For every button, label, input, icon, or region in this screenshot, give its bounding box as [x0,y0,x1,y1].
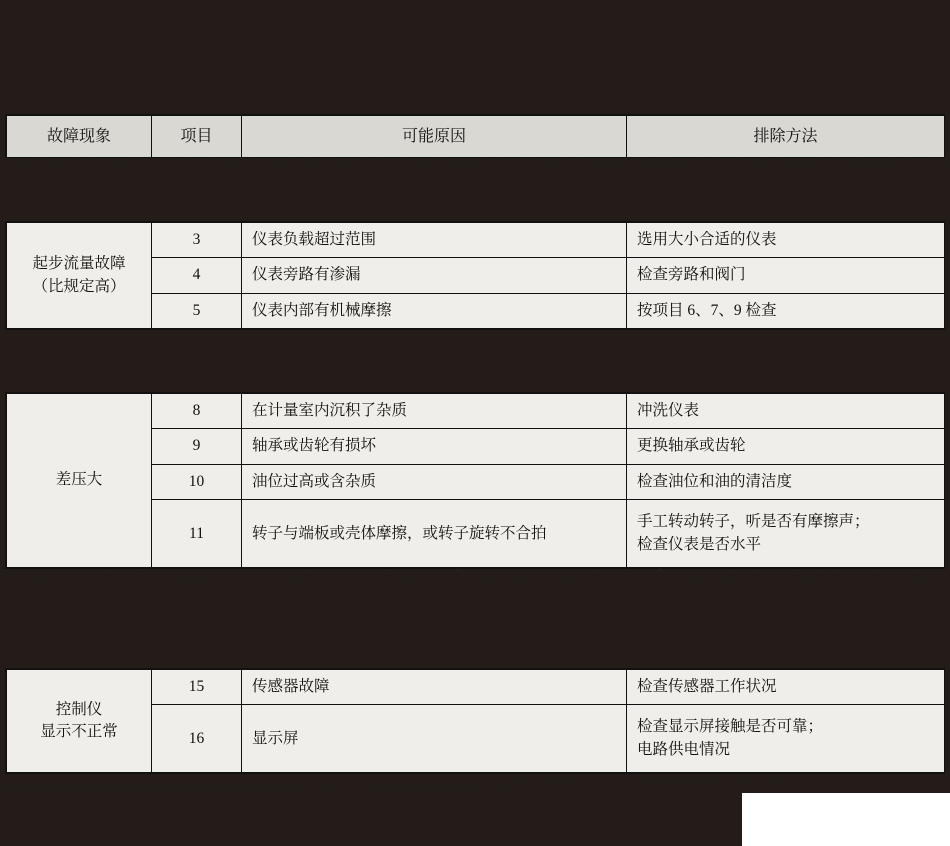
cause-text: 仪表负载超过范围 [242,223,627,258]
section-high-differential-pressure [5,392,945,569]
remedy-line: 检查仪表是否水平 [637,535,762,553]
column-header-item: 项目 [152,116,242,158]
item-number: 3 [152,223,242,258]
item-number: 15 [152,670,242,705]
fault-table-2 [6,393,945,568]
remedy-text: 更换轴承或齿轮 [627,429,945,464]
section-controller-display-abnormal [5,668,945,774]
torn-edge-middle [0,566,950,594]
symptom-line: 差压大 [55,471,103,489]
remedy-cell [627,705,945,773]
symptom-line: 控制仪 [55,700,103,718]
symptom-line: （比规定高） [32,277,126,295]
cause-text: 转子与端板或壳体摩擦，或转子旋转不合拍 [242,500,627,568]
remedy-line: 手工转动转子，听是否有摩擦声； [637,513,870,531]
remedy-text: 检查油位和油的清洁度 [627,464,945,499]
column-header-cause: 可能原因 [242,116,627,158]
cause-text: 轴承或齿轮有损坏 [242,429,627,464]
remedy-line: 电路供电情况 [637,740,731,758]
symptom-cell [7,670,152,773]
header-table [6,115,945,158]
symptom-cell [7,394,152,568]
section-startup-flow-fault [5,221,945,330]
item-number: 11 [152,500,242,568]
cause-text: 油位过高或含杂质 [242,464,627,499]
fault-table-1 [6,222,945,329]
table-row [7,223,945,258]
cause-text: 传感器故障 [242,670,627,705]
item-number: 16 [152,705,242,773]
item-number: 5 [152,293,242,328]
table-header-row [7,116,945,158]
remedy-text: 冲洗仪表 [627,394,945,429]
symptom-cell [7,223,152,329]
remedy-text: 检查传感器工作状况 [627,670,945,705]
table-header-band [5,114,945,158]
column-header-symptom: 故障现象 [7,116,152,158]
cause-text: 显示屏 [242,705,627,773]
remedy-cell [627,500,945,568]
remedy-line: 检查显示屏接触是否可靠； [637,718,824,736]
page-corner-patch [742,793,950,846]
column-header-remedy: 排除方法 [627,116,945,158]
symptom-line: 起步流量故障 [32,255,126,273]
symptom-line: 显示不正常 [40,723,118,741]
table-row [7,394,945,429]
table-row [7,670,945,705]
torn-edge-top [0,156,950,176]
cause-text: 仪表内部有机械摩擦 [242,293,627,328]
remedy-text: 按项目 6、7、9 检查 [627,293,945,328]
fault-table-3 [6,669,945,773]
remedy-text: 选用大小合适的仪表 [627,223,945,258]
cause-text: 在计量室内沉积了杂质 [242,394,627,429]
cause-text: 仪表旁路有渗漏 [242,258,627,293]
item-number: 4 [152,258,242,293]
remedy-text: 检查旁路和阀门 [627,258,945,293]
item-number: 10 [152,464,242,499]
item-number: 9 [152,429,242,464]
item-number: 8 [152,394,242,429]
